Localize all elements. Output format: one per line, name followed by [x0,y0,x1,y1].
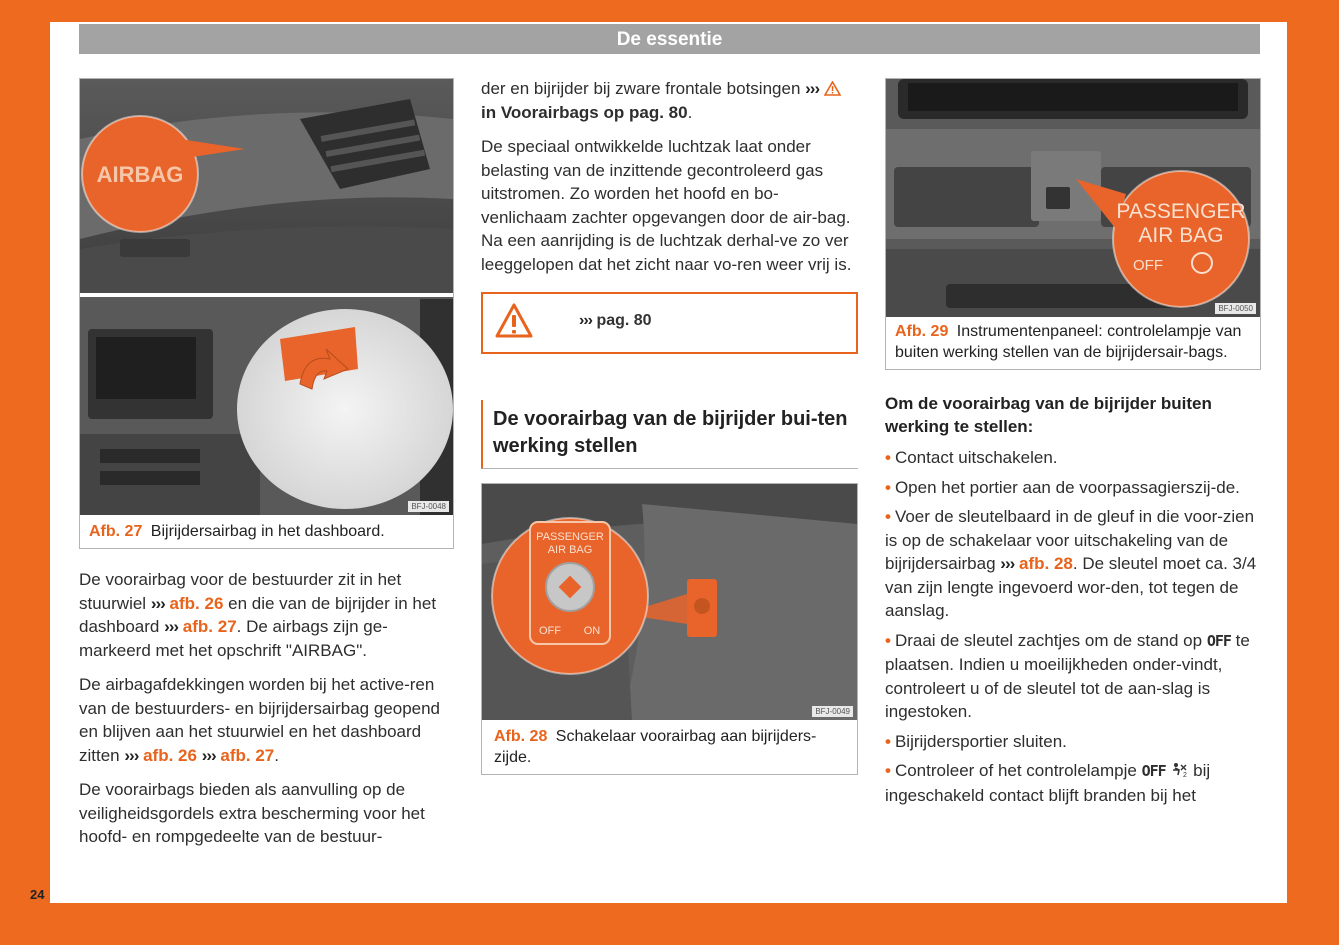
text: der en bijrijder bij zware frontale botsingen [481,79,801,98]
step-2 [885,476,1261,500]
ref-afb-27[interactable]: afb. 27 [220,745,275,765]
step-1 [885,446,1261,470]
bullet-dot: • [885,630,891,650]
figure-28-caption-text: Schakelaar voorairbag aan bijrijders-zijde. [494,728,817,766]
figure-27-caption-text: Bijrijdersairbag in het dashboard. [150,523,385,540]
section-title-bar: De essentie [79,24,1260,54]
cross-ref-arrows: ››› [1000,554,1015,573]
ref-afb-26[interactable]: afb. 26 [169,593,224,613]
page-frame-top [0,0,1339,22]
column-2 [481,78,858,775]
switch-label-line2: AIR BAG [547,544,593,556]
text: . [687,102,693,122]
warning-reference[interactable] [579,312,652,330]
figure-28-number: Afb. 28 [494,728,548,745]
step-text: Bijrijdersportier sluiten. [894,731,1067,751]
bullet-dot: • [885,761,891,780]
figure-27 [79,78,454,549]
passenger-airbag-switch-illustration [482,484,857,720]
warning-box [481,292,858,354]
page-number: 24 [30,887,45,902]
bullet-dot: • [885,477,891,497]
paragraph-airbag-protection: De voorairbags bieden als aanvulling op de veiligheidsgordels extra bescherming voor het hoofd- en rompgedeelte van de bestuur- [79,780,425,846]
instrument-panel-illustration [886,79,1260,317]
figure-27-code: BFJ-0048 [408,501,449,512]
paragraph-continuation [481,77,858,124]
figure-28 [481,483,858,775]
section-heading: De voorairbag van de bijrijder bui-ten werking stellen [481,400,858,469]
switch-off-label: OFF [539,625,561,637]
cross-ref-arrows: ››› [579,312,592,329]
figure-27-image [80,79,453,515]
bullet-dot: • [885,731,891,751]
step-4 [885,629,1261,724]
text: . [274,745,279,765]
airbag-label: AIRBAG [96,162,184,187]
step-text: Draai de sleutel zachtjes om de stand op [894,630,1203,650]
step-text: te plaatsen. Indien u moeilijkheden onder-vindt, controleert u of de sleutel tot de aan-slag is ingestoken. [885,630,1250,721]
step-text: bij ingeschakeld contact blijft branden bij het [885,761,1211,805]
indicator-label-line2: AIR BAG [1138,224,1224,247]
page-frame-bottom [0,903,1339,945]
text: De voorairbag voor de bestuurder zit in het stuurwiel [79,570,402,613]
instructions-heading: Om de voorairbag van de bijrijder buiten werking te stellen: [885,394,1212,436]
off-symbol: OFF [1206,631,1231,650]
passenger-airbag-off-icon [1170,762,1188,778]
figure-28-code: BFJ-0049 [812,706,853,717]
step-text: Controleer of het controlelampje [894,761,1137,780]
figure-27-number: Afb. 27 [89,523,143,540]
step-6 [885,759,1261,807]
figure-29-number: Afb. 29 [895,323,949,340]
figure-29-caption-text: Instrumentenpaneel: controlelampje van buiten werking stellen van de bijrijdersair-bags. [895,323,1242,361]
figure-29 [885,78,1261,370]
switch-on-label: ON [583,625,601,637]
bullet-dot: • [885,448,891,467]
step-text: . De sleutel moet ca. 3/4 van zijn lengte ingevoerd wor-den, tot tegen de aanslag. [885,554,1257,620]
cross-ref-arrows: ››› [150,593,165,613]
page-frame-left [0,0,50,945]
cross-ref-arrows: ››› [124,745,139,765]
warning-triangle-icon [824,81,841,96]
paragraph-airbag-deflation: De speciaal ontwikkelde luchtzak laat onder belasting van de inzittende gecontroleerd gas uitstromen. Zo worden het hoofd en bo-venlichaam zachter opgevangen door de air-bag. Na een aanrijding is de luchtzak derhal-ve zo ver leeggelopen dat het zicht naar vo-ren weer vrij is. [481,137,852,274]
indicator-off-label: OFF [1133,257,1163,274]
paragraph-airbag-locations [79,568,454,662]
switch-label-line1: PASSENGER [536,531,604,543]
figure-29-caption [886,317,1260,369]
cross-ref-arrows: ››› [164,617,179,636]
step-text: Contact uitschakelen. [894,448,1058,467]
link-voorairbags[interactable]: in Voorairbags op pag. 80 [481,102,688,122]
text: . De airbags zijn ge-markeerd met het opschrift "AIRBAG". [79,617,388,660]
svg-text:2: 2 [1183,772,1188,778]
text: en die van de bijrijder in het dashboard [79,593,437,636]
page-frame-right [1287,0,1339,945]
figure-28-caption [482,720,857,774]
warning-ref-text: pag. 80 [596,312,652,329]
off-symbol: OFF [1141,762,1166,780]
ref-afb-28[interactable]: afb. 28 [1019,554,1073,573]
paragraph-airbag-covers [79,673,454,767]
cross-ref-arrows: ››› [201,745,216,765]
dashboard-airbag-illustration [80,79,453,515]
figure-29-code: BFJ-0050 [1215,303,1256,314]
step-5 [885,730,1261,754]
warning-triangle-icon [495,302,533,340]
cross-ref-arrows: ››› [805,79,820,98]
step-text: Open het portier aan de voorpassagierszij-de. [894,477,1240,497]
bullet-dot: • [885,507,891,526]
text: De airbagafdekkingen worden bij het active-ren van de bestuurders- en bijrijdersairbag geopend en blijven aan het stuurwiel en het dashboard zitten [79,675,441,765]
figure-27-caption [80,515,453,548]
step-text: Voer de sleutelbaard in de gleuf in die voor-zien is op de schakelaar voor uitschakeling van de bijrijdersairbag [885,507,1255,573]
column-1 [79,78,454,860]
indicator-label-line1: PASSENGER [1116,200,1246,223]
column-3 [885,78,1261,813]
step-3 [885,505,1261,623]
figure-28-image [482,484,857,720]
ref-afb-26[interactable]: afb. 26 [143,745,197,765]
figure-29-image [886,79,1260,317]
ref-afb-27[interactable]: afb. 27 [182,617,237,636]
